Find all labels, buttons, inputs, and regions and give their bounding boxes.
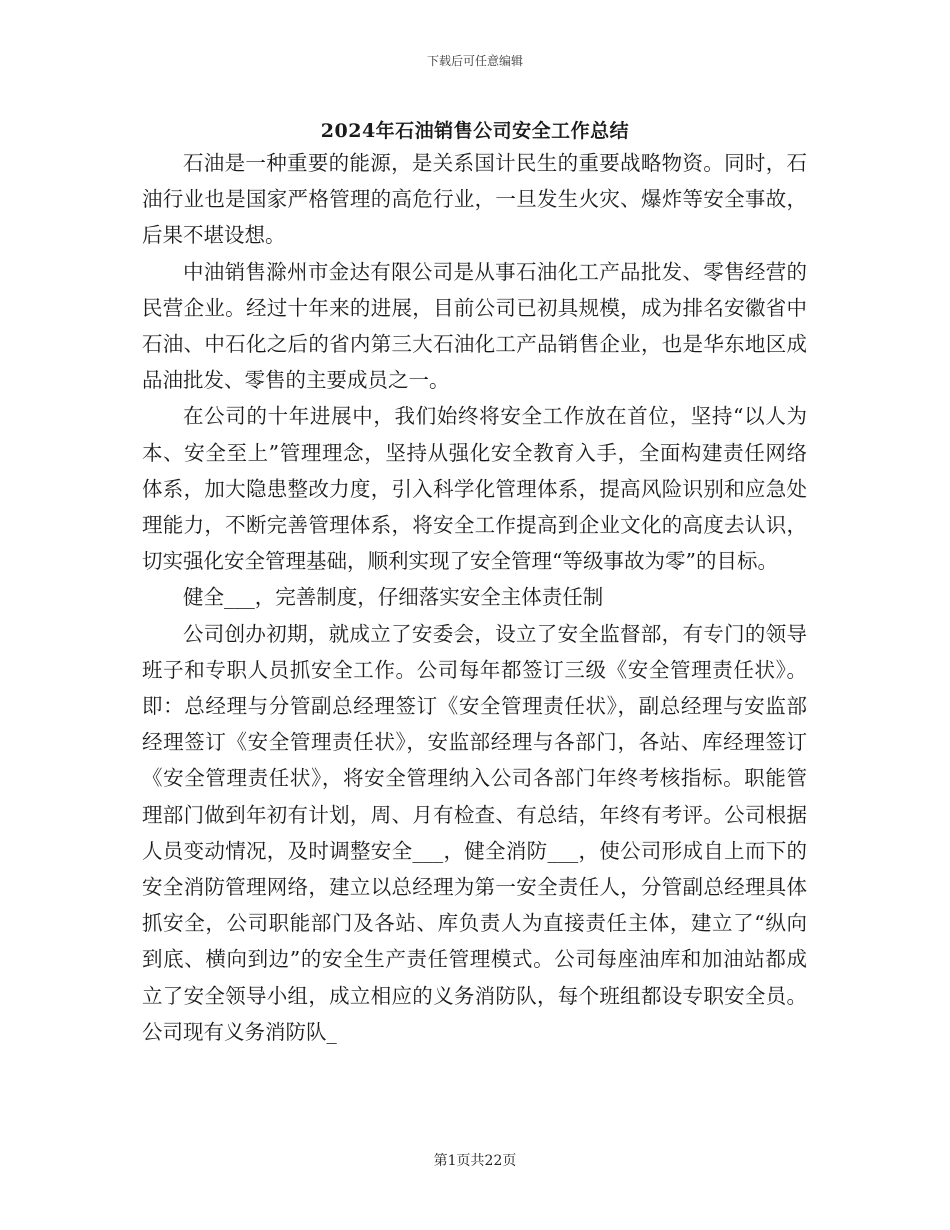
page-number: 第1页共22页 bbox=[433, 1153, 517, 1169]
paragraph-4: 公司创办初期，就成立了安委会，设立了安全监督部，有专门的领导班子和专职人员抓安全工作。公司每年都签订三级《安全管理责任状》。即：总经理与分管副总经理签订《安全管理责任状》，副总经理与安监部经理签订《安全管理责任状》，安监部经理与各部门，各站、库经理签订《安全管理责任状》，将安全管理纳入公司各部门年终考核指标。职能管理部门做到年初有计划，周、月有检查、有总结，年终有考评。公司根据人员变动情况，及时调整安全___，健全消防___，使公司形成自上而下的安全消防管理网络，建立以总经理为第一安全责任人，分管副总经理具体抓安全，公司职能部门及各站、库负责人为直接责任主体，建立了“纵向到底、横向到边”的安全生产责任管理模式。公司每座油库和加油站都成立了安全领导小组，成立相应的义务消防队，每个班组都设专职安全员。公司现有义务消防队_ bbox=[142, 621, 807, 1044]
paragraph-3: 在公司的十年进展中，我们始终将安全工作放在首位，坚持“以人为本、安全至上”管理理念，坚持从强化安全教育入手，全面构建责任网络体系，加大隐患整改力度，引入科学化管理体系，提高风险识别和应急处理能力，不断完善管理体系，将安全工作提高到企业文化的高度去认识，切实强化安全管理基础，顺利实现了安全管理“等级事故为零”的目标。 bbox=[142, 404, 807, 574]
paragraph-2: 中油销售滁州市金达有限公司是从事石油化工产品批发、零售经营的民营企业。经过十年来的进展，目前公司已初具规模，成为排名安徽省中石油、中石化之后的省内第三大石油化工产品销售企业，也是华东地区成品油批发、零售的主要成员之一。 bbox=[142, 259, 807, 393]
paragraph-1: 石油是一种重要的能源，是关系国计民生的重要战略物资。同时，石油行业也是国家严格管理的高危行业，一旦发生火灾、爆炸等安全事故，后果不堪设想。 bbox=[142, 151, 807, 248]
section-heading: 健全___，完善制度，仔细落实安全主体责任制 bbox=[183, 585, 604, 610]
document-title: 2024年石油销售公司安全工作总结 bbox=[320, 120, 630, 142]
document-body bbox=[142, 145, 807, 1050]
page-header-note: 下载后可任意编辑 bbox=[426, 54, 523, 68]
